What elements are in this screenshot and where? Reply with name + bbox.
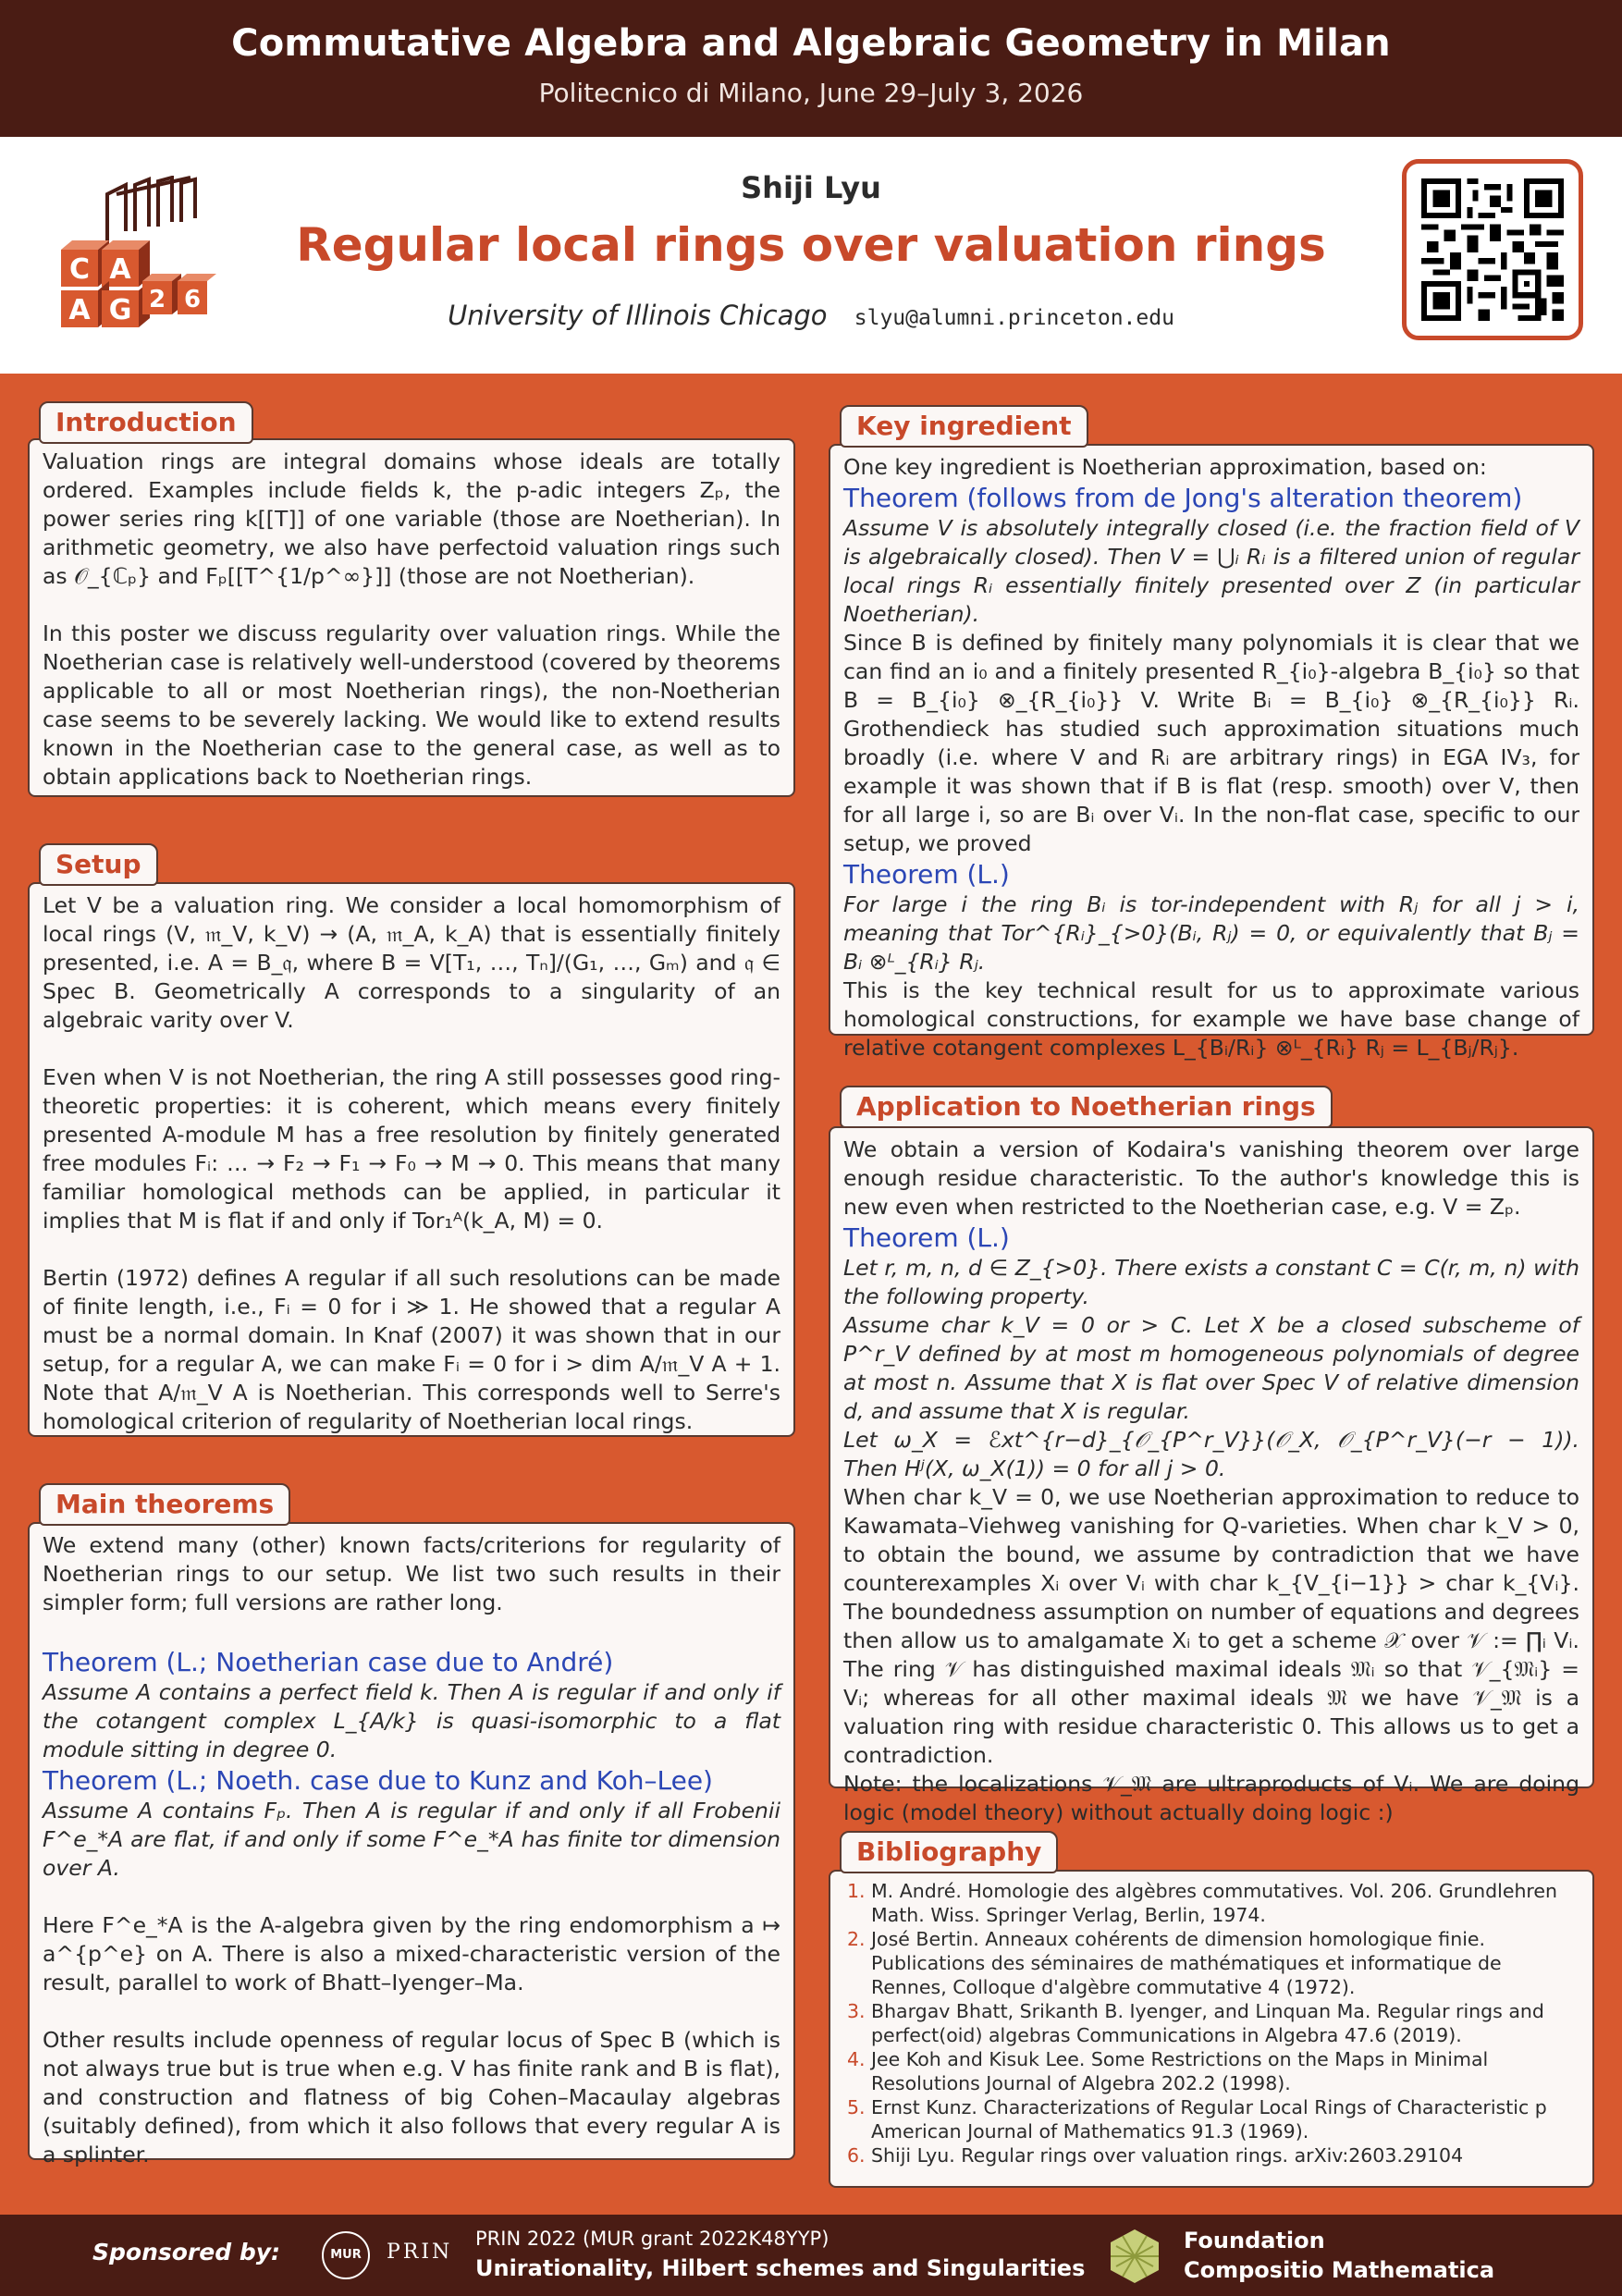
bibliography-item-number: 4. (847, 2048, 866, 2070)
bibliography-item (843, 2047, 1579, 2095)
key-theorem-2-title: Theorem (L.) (843, 859, 1010, 890)
bibliography-item (843, 1879, 1579, 1927)
setup-paragraph-1: Let V be a valuation ring. We consider a local homomorphism of local rings (V, 𝔪_V, k_V) → (A, 𝔪_A, k_A) that is essentially finitely presented, i.e. A = B_𝔮, where B = V[T₁, …, Tₙ]/(G₁, …, Gₘ) and 𝔮 ∈ Spec B. Geometrically A corresponds to a singularity of an algebraic varity over V. (43, 892, 780, 1033)
bibliography-list (843, 1879, 1579, 2167)
conference-banner (0, 0, 1622, 137)
bibliography-item (843, 2095, 1579, 2143)
bibliography-item-text: Bhargav Bhatt, Srikanth B. Iyenger, and Linquan Ma. Regular rings and perfect(oid) algebras Communications in Algebra 47.6 (2019). (871, 2000, 1544, 2046)
affiliation: University of Illinois Chicago (448, 300, 828, 331)
main-paragraph-2: Here F^e_*A is the A-algebra given by the ring endomorphism a ↦ a^{p^e} on A. There is also a mixed-characteristic version of the result, parallel to work of Bhatt–Iyenger–Ma. (43, 1912, 780, 1995)
main-theorems-panel (28, 1522, 795, 2167)
setup-paragraph-2: Even when V is not Noetherian, the ring A still possesses good ring-theoretic properties: it is coherent, which means every finitely presented A-module M has a free resolution by finitely generated free modules Fᵢ: … → F₂ → F₁ → F₀ → M → 0. This means that many familiar homological methods can be applied, in particular it implies that M is flat if and only if Tor₁ᴬ(k_A, M) = 0. (43, 1064, 780, 1234)
key-theorem-1-body: Assume V is absolutely integrally closed (i.e. the fraction field of V is algebraically closed). Then V = ⋃ᵢ Rᵢ is a filtered union of regular local rings Rᵢ essentially finitely presented over Z (in particular Noetherian). (843, 515, 1579, 627)
grant-line-2: Unirationality, Hilbert schemes and Singularities (475, 2255, 1086, 2281)
logo-digit-2: 2 (148, 286, 166, 313)
grant-line-1: PRIN 2022 (MUR grant 2022K48YYP) (475, 2228, 829, 2250)
key-ingredient-heading: Key ingredient (840, 405, 1088, 448)
compositio-logo-icon (1106, 2228, 1163, 2285)
app-theorem-body-1: Let r, m, n, d ∈ Z_{>0}. There exists a constant C = C(r, m, n) with the following property. (843, 1255, 1579, 1309)
poster-title: Regular local rings over valuation rings (296, 218, 1326, 272)
foundation-line-1: Foundation (1184, 2228, 1325, 2253)
main-theorem-1-title: Theorem (L.; Noetherian case due to André) (43, 1647, 614, 1677)
conference-subtitle: Politecnico di Milano, June 29–July 3, 2026 (538, 78, 1084, 108)
app-paragraph-3: Note: the localizations 𝒱_𝔐 are ultraproducts of Vᵢ. We are doing logic (model theory) without actually doing logic :) (843, 1771, 1579, 1825)
key-ingredient-panel (829, 444, 1594, 1061)
mur-logo: MUR (322, 2231, 370, 2279)
bibliography-item (843, 1927, 1579, 1999)
app-theorem-body-3: Let ω_X = ℰxt^{r−d}_{𝒪_{P^r_V}}(𝒪_X, 𝒪_{P^r_V}(−r − 1)). Then Hʲ(X, ω_X(1)) = 0 for all j > 0. (843, 1427, 1579, 1481)
foundation-line-2: Compositio Mathematica (1184, 2257, 1495, 2283)
key-theorem-1-title: Theorem (follows from de Jong's alteration theorem) (843, 483, 1523, 513)
logo-digit-6: 6 (183, 286, 202, 313)
logo-letter-c: C (68, 253, 91, 286)
bibliography-item-text: M. André. Homologie des algèbres commutatives. Vol. 206. Grundlehren Math. Wiss. Springer Verlag, Berlin, 1974. (871, 1880, 1558, 1926)
bibliography-heading: Bibliography (840, 1831, 1058, 1873)
bibliography-item-number: 2. (847, 1928, 866, 1950)
bibliography-item-text: Ernst Kunz. Characterizations of Regular Local Rings of Characteristic p American Journal of Mathematics 91.3 (1969). (871, 2096, 1547, 2143)
bibliography-item-number: 6. (847, 2144, 866, 2167)
logo-letter-a2: A (68, 294, 91, 326)
affiliation-line (0, 300, 1622, 331)
introduction-heading: Introduction (39, 401, 253, 444)
app-theorem-title: Theorem (L.) (843, 1222, 1010, 1253)
logo-letter-g: G (108, 294, 132, 326)
introduction-panel (28, 438, 795, 797)
key-theorem-2-body: For large i the ring Bᵢ is tor-independent with Rⱼ for all j > i, meaning that Tor^{Rᵢ}_{>0}(Bᵢ, Rⱼ) = 0, or equivalently that Bⱼ = Bᵢ ⊗ᴸ_{Rᵢ} Rⱼ. (843, 891, 1579, 975)
main-paragraph-1: We extend many (other) known facts/criterions for regularity of Noetherian rings to our setup. We list two such results in their simpler form; full versions are rather long. (43, 1532, 780, 1615)
qr-code[interactable] (1402, 159, 1583, 340)
main-theorem-2-body: Assume A contains Fₚ. Then A is regular if and only if all Frobenii F^e_*A are flat, if and only if some F^e_*A has finite tor dimension over A. (43, 1798, 780, 1881)
intro-paragraph-2: In this poster we discuss regularity over valuation rings. While the Noetherian case is relatively well-understood (covered by theorems applicable to all or most Noetherian rings), the non-Noetherian case seems to be severely lacking. We would like to extend results known in the Noetherian case to the general case, as well as to obtain applications back to Noetherian rings. (43, 620, 780, 790)
main-theorem-1-body: Assume A contains a perfect field k. Then A is regular if and only if the cotangent complex L_{A/k} is quasi-isomorphic to a flat module sitting in degree 0. (43, 1679, 780, 1762)
bibliography-item-text: Shiji Lyu. Regular rings over valuation rings. arXiv:2603.29104 (871, 2144, 1464, 2167)
author-name: Shiji Lyu (741, 170, 881, 205)
main-theorems-heading: Main theorems (39, 1483, 290, 1526)
setup-paragraph-3: Bertin (1972) defines A regular if all such resolutions can be made of finite length, i.e., Fᵢ = 0 for i ≫ 1. He showed that a regular A must be a normal domain. In Knaf (2007) it was shown that in our setup, for a regular A, we can make Fᵢ = 0 for i > dim A/𝔪_V A + 1. Note that A/𝔪_V A is Noetherian. This corresponds well to Serre's homological criterion of regularity of Noetherian local rings. (43, 1265, 780, 1434)
app-paragraph-1: We obtain a version of Kodaira's vanishing theorem over large enough residue characteristic. To the author's knowledge this is new even when restricted to the Noetherian case, e.g. V = Zₚ. (843, 1136, 1579, 1220)
bibliography-item-text: Jee Koh and Kisuk Lee. Some Restrictions on the Maps in Minimal Resolutions Journal of Algebra 202.2 (1998). (871, 2048, 1489, 2094)
poster-header (0, 137, 1622, 374)
app-theorem-body-2: Assume char k_V = 0 or > C. Let X be a closed subscheme of P^r_V defined by at most m homogeneous polynomials of degree at most n. Assume that X is flat over Spec V of relative dimension d, and assume that X is regular. (843, 1312, 1579, 1424)
app-paragraph-2: When char k_V = 0, we use Noetherian approximation to reduce to Kawamata–Viehweg vanishing for Q-varieties. When char k_V > 0, to obtain the bound, we assume by contradiction that we have counterexamples Xᵢ over Vᵢ with char k_{V_{i−1}} > char k_{Vᵢ}. The boundedness assumption on number of equations and degrees then allow us to amalgamate Xᵢ to get a scheme 𝒳 over 𝒱 := ∏ᵢ Vᵢ. The ring 𝒱 has distinguished maximal ideals 𝔐ᵢ so that 𝒱_{𝔐ᵢ} = Vᵢ; whereas for all other maximal ideals 𝔐 we have 𝒱_𝔐 is a valuation ring with residue characteristic 0. This allows us to get a contradiction. (843, 1484, 1579, 1768)
bibliography-item-text: José Bertin. Anneaux cohérents de dimension homologique finie. Publications des séminaires de mathématiques et informatique de Rennes, Colloque d'algèbre commutative 4 (1972). (871, 1928, 1502, 1998)
application-heading: Application to Noetherian rings (840, 1086, 1333, 1128)
bibliography-item (843, 2143, 1579, 2167)
bibliography-item-number: 3. (847, 2000, 866, 2022)
key-paragraph-1: One key ingredient is Noetherian approximation, based on: (843, 454, 1487, 480)
intro-paragraph-1: Valuation rings are integral domains whose ideals are totally ordered. Examples include fields k, the p-adic integers Zₚ, the power series ring k[[T]] of one variable (those are Noetherian). In arithmetic geometry, we also have perfectoid valuation rings such as 𝒪_{ℂₚ} and Fₚ[[T^{1/p^∞}]] (those are not Noetherian). (43, 448, 780, 589)
key-paragraph-3: This is the key technical result for us to approximate various homological constructions, for example we have base change of relative cotangent complexes L_{Bᵢ/Rᵢ} ⊗ᴸ_{Rᵢ} Rⱼ = L_{Bⱼ/Rⱼ}. (843, 977, 1579, 1061)
setup-panel (28, 882, 795, 1437)
application-panel (829, 1126, 1594, 1825)
main-theorem-2-title: Theorem (L.; Noeth. case due to Kunz and Koh–Lee) (43, 1765, 713, 1796)
sponsor-footer (0, 2215, 1622, 2296)
qr-code-icon (1421, 178, 1564, 321)
conference-title: Commutative Algebra and Algebraic Geometry in Milan (231, 22, 1391, 65)
key-paragraph-2: Since B is defined by finitely many polynomials it is clear that we can find an i₀ and a finitely presented R_{i₀}-algebra B_{i₀} so that B = B_{i₀} ⊗_{R_{i₀}} V. Write Bᵢ = B_{i₀} ⊗_{R_{i₀}} Rᵢ. Grothendieck has studied such approximation situations much broadly (i.e. where V and Rᵢ are arbitrary rings) in EGA IV₃, for example it was shown that if B is flat (resp. smooth) over V, then for all large i, so are Bᵢ over Vᵢ. In the non-flat case, specific to our setup, we proved (843, 630, 1579, 856)
logo-letter-a1: A (109, 253, 131, 286)
bibliography-item-number: 5. (847, 2096, 866, 2118)
bibliography-item (843, 1999, 1579, 2047)
email[interactable]: slyu@alumni.princeton.edu (854, 306, 1174, 330)
prin-logo: PRIN (387, 2241, 453, 2264)
setup-heading: Setup (39, 843, 158, 886)
main-paragraph-3: Other results include openness of regular locus of Spec B (which is not always true but is true when e.g. V has finite rank and B is flat), and construction and flatness of big Cohen–Macaulay algebras (suitably defined), from which it also follows that every regular A is a splinter. (43, 2027, 780, 2167)
bibliography-item-number: 1. (847, 1880, 866, 1902)
sponsored-by-label: Sponsored by: (92, 2239, 281, 2265)
bibliography-panel (829, 1870, 1594, 2188)
